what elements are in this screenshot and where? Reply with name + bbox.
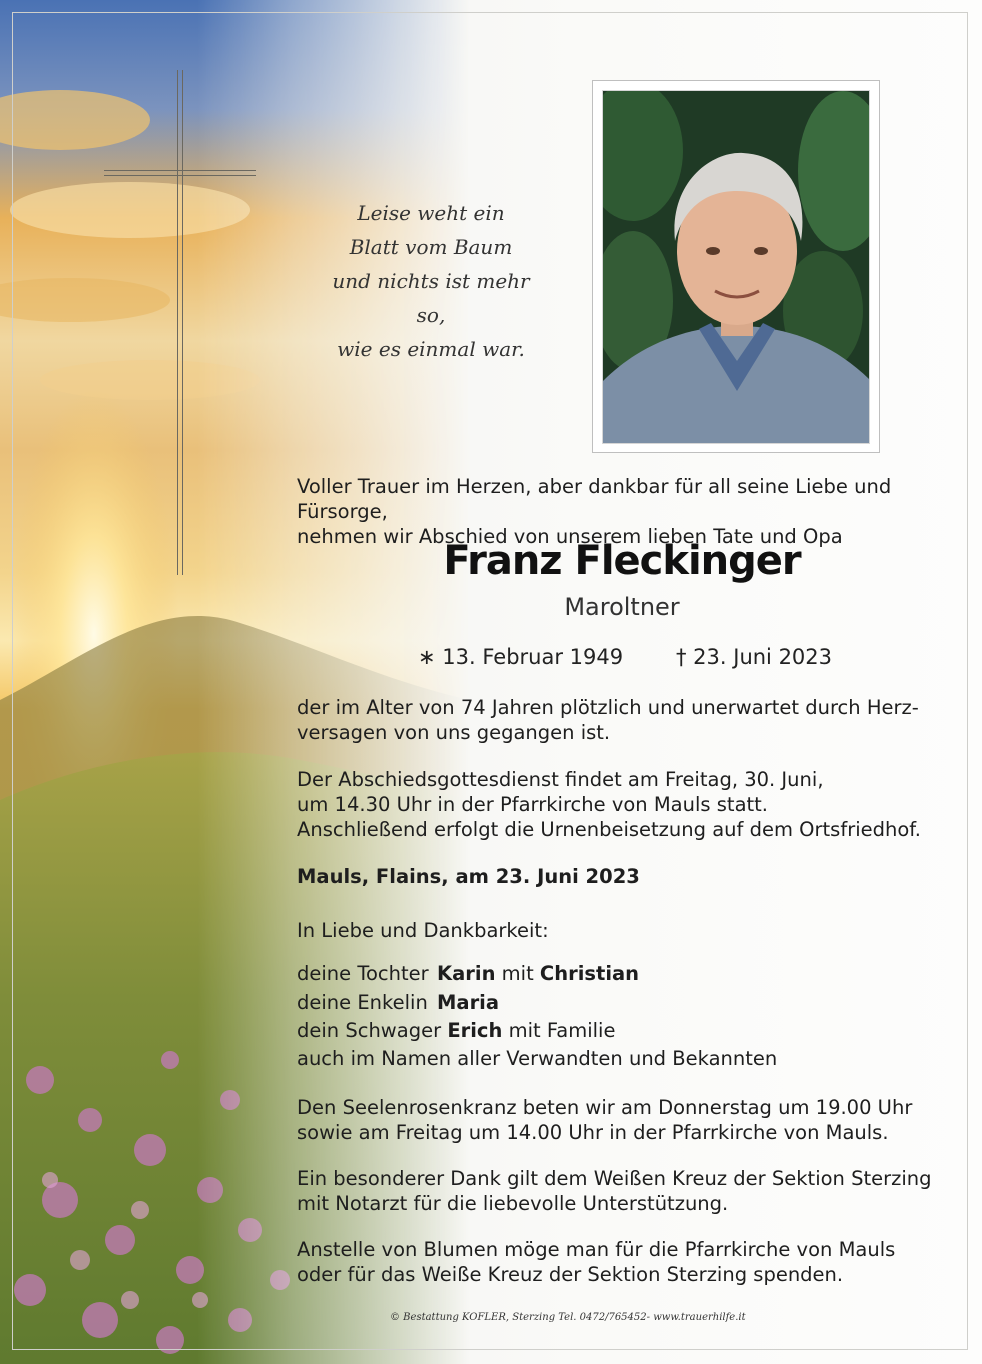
poem-line: Blatt vom Baum	[349, 235, 513, 259]
thanks-paragraph	[297, 1166, 937, 1216]
relative-suffix: mit Familie	[508, 1019, 616, 1042]
text-line: Den Seelenrosenkranz beten wir am Donnerstag um 19.00 Uhr	[297, 1096, 913, 1119]
death-date: † 23. Juni 2023	[676, 645, 833, 669]
relative-name: Maria	[437, 991, 500, 1014]
poem-line: wie es einmal war.	[337, 337, 525, 361]
relative-row	[297, 1018, 615, 1043]
text-line: Ein besonderer Dank gilt dem Weißen Kreuz der Sektion Sterzing	[297, 1167, 932, 1190]
relative-name: Erich	[447, 1019, 503, 1042]
relative-role: dein Schwager	[297, 1019, 442, 1042]
relative-row	[297, 961, 639, 986]
poem-line: und nichts ist mehr so,	[332, 269, 530, 327]
text-line: sowie am Freitag um 14.00 Uhr in der Pfarrkirche von Mauls.	[297, 1121, 889, 1144]
deceased-nickname: Maroltner	[564, 593, 680, 621]
intro-line: Voller Trauer im Herzen, aber dankbar für all seine Liebe und Fürsorge,	[297, 475, 892, 523]
place-date: Mauls, Flains, am 23. Juni 2023	[297, 865, 640, 888]
relative-role: deine Enkelin	[297, 991, 428, 1014]
relative-row	[297, 1046, 777, 1071]
birth-date: ∗ 13. Februar 1949	[418, 645, 624, 669]
footer-credit: © Bestattung KOFLER, Sterzing Tel. 0472/765452- www.trauerhilfe.it	[390, 1312, 746, 1323]
text-line: Der Abschiedsgottesdienst findet am Freitag, 30. Juni,	[297, 768, 824, 791]
text-line: mit Notarzt für die liebevolle Unterstützung.	[297, 1192, 729, 1215]
poem	[318, 196, 544, 366]
funeral-paragraph	[297, 767, 937, 842]
rosary-paragraph	[297, 1095, 937, 1145]
poem-line: Leise weht ein	[357, 201, 505, 225]
text-line: oder für das Weiße Kreuz der Sektion Sterzing spenden.	[297, 1263, 844, 1286]
text-line: der im Alter von 74 Jahren plötzlich und unerwartet durch Herz-	[297, 696, 919, 719]
love-heading: In Liebe und Dankbarkeit:	[297, 919, 549, 942]
relative-connector: mit	[501, 962, 534, 985]
portrait-photo	[602, 90, 870, 444]
text-line: um 14.30 Uhr in der Pfarrkirche von Mauls statt.	[297, 793, 769, 816]
text-line: Anstelle von Blumen möge man für die Pfarrkirche von Mauls	[297, 1238, 896, 1261]
passing-paragraph	[297, 695, 937, 745]
text-line: Anschließend erfolgt die Urnenbeisetzung auf dem Ortsfriedhof.	[297, 818, 921, 841]
relative-role: deine Tochter	[297, 962, 429, 985]
cross-icon	[104, 70, 256, 575]
relative-name: Karin	[437, 962, 496, 985]
relative-row	[297, 990, 499, 1015]
portrait-frame	[592, 80, 880, 453]
deceased-name: Franz Fleckinger	[443, 538, 801, 584]
intro-line: nehmen wir Abschied von unserem lieben Tate und Opa	[297, 525, 843, 548]
relative-role: auch im Namen aller Verwandten und Bekannten	[297, 1047, 778, 1070]
relative-name: Christian	[539, 962, 640, 985]
text-line: versagen von uns gegangen ist.	[297, 721, 611, 744]
donation-paragraph	[297, 1237, 937, 1287]
